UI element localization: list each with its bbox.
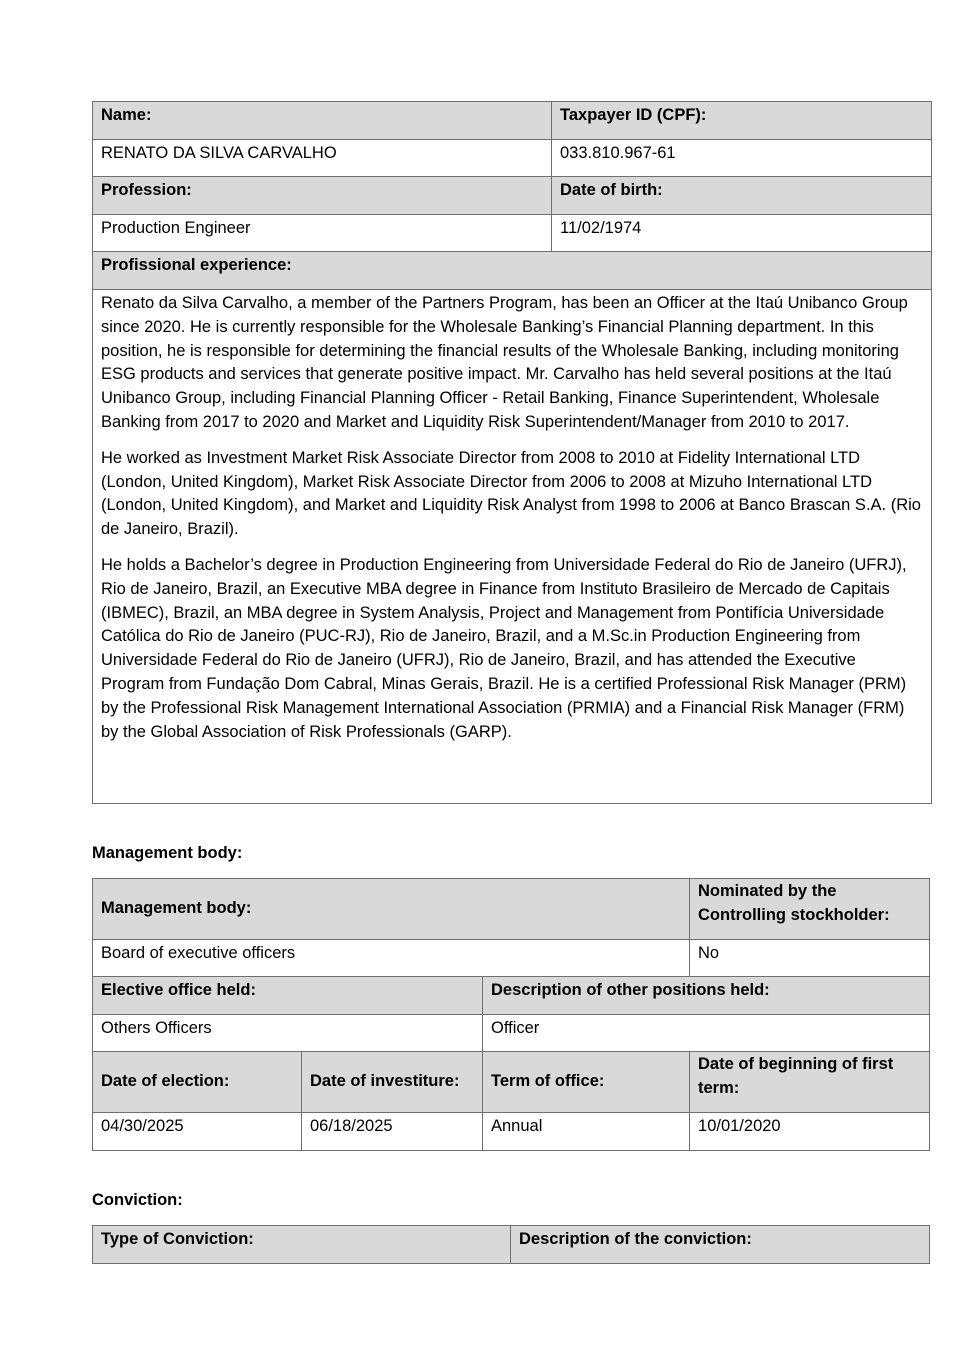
- experience-paragraph-1: Renato da Silva Carvalho, a member of the Partners Program, has been an Officer at the Itaú Unibanco Group since 2020. He is currently responsible for the Wholesale Banking’s Financial Planning department. In this position, he is responsible for determining the financial results of the Wholesale Banking, including monitoring ESG products and services that generate positive impact. Mr. Carvalho has held several positions at the Itaú Unibanco Group, including Financial Planning Officer - Retail Banking, Finance Superintendent, Wholesale Banking from 2017 to 2020 and Market and Liquidity Risk Superintendent/Manager from 2010 to 2017.: [101, 294, 908, 431]
- dob-label: Date of birth:: [552, 177, 932, 215]
- investiture-date-label: Date of investiture:: [302, 1052, 483, 1113]
- dob-value: 11/02/1974: [552, 215, 932, 252]
- investiture-date-value: 06/18/2025: [302, 1113, 483, 1151]
- elective-office-label: Elective office held:: [93, 977, 483, 1015]
- cpf-value: 033.810.967-61: [552, 140, 932, 177]
- experience-label: Profissional experience:: [93, 252, 932, 290]
- management-body-table: [92, 878, 930, 1151]
- elective-office-value: Others Officers: [93, 1015, 483, 1052]
- experience-text: [93, 290, 932, 804]
- management-body-label: Management body:: [93, 879, 690, 940]
- name-value: RENATO DA SILVA CARVALHO: [93, 140, 552, 177]
- nominated-value: No: [690, 940, 930, 977]
- personal-info-table: [92, 101, 932, 804]
- other-positions-value: Officer: [483, 1015, 930, 1052]
- conviction-table: [92, 1225, 930, 1264]
- term-of-office-label: Term of office:: [483, 1052, 690, 1113]
- experience-paragraph-2: He worked as Investment Market Risk Associate Director from 2008 to 2010 at Fidelity International LTD (London, United Kingdom), Market Risk Associate Director from 2006 to 2008 at Mizuho International LTD (London, United Kingdom), and Market and Liquidity Risk Analyst from 1998 to 2006 at Banco Brascan S.A. (Rio de Janeiro, Brazil).: [101, 448, 921, 539]
- nominated-label: Nominated by the Controlling stockholder:: [690, 879, 930, 940]
- management-section-title: Management body:: [92, 844, 243, 862]
- conviction-description-label: Description of the conviction:: [511, 1226, 930, 1264]
- cpf-label: Taxpayer ID (CPF):: [552, 102, 932, 140]
- profession-value: Production Engineer: [93, 215, 552, 252]
- conviction-type-label: Type of Conviction:: [93, 1226, 511, 1264]
- experience-paragraph-3: He holds a Bachelor’s degree in Production Engineering from Universidade Federal do Rio de Janeiro (UFRJ), Rio de Janeiro, Brazil, an Executive MBA degree in Finance from Instituto Brasileiro de Mercado de Capitais (IBMEC), Brazil, an MBA degree in System Analysis, Project and Management from Pontifícia Universidade Católica do Rio de Janeiro (PUC-RJ), Rio de Janeiro, Brazil, and a M.Sc.in Production Engineering from Universidade Federal do Rio de Janeiro (UFRJ), Rio de Janeiro, Brazil, and has attended the Executive Program from Fundação Dom Cabral, Minas Gerais, Brazil. He is a certified Professional Risk Manager (PRM) by the Professional Risk Management International Association (PRMIA) and a Financial Risk Manager (FRM) by the Global Association of Risk Professionals (GARP).: [101, 555, 907, 741]
- first-term-date-value: 10/01/2020: [690, 1113, 930, 1151]
- conviction-section-title: Conviction:: [92, 1191, 183, 1209]
- profession-label: Profession:: [93, 177, 552, 215]
- other-positions-label: Description of other positions held:: [483, 977, 930, 1015]
- election-date-value: 04/30/2025: [93, 1113, 302, 1151]
- name-label: Name:: [93, 102, 552, 140]
- first-term-date-label: Date of beginning of first term:: [690, 1052, 930, 1113]
- management-body-value: Board of executive officers: [93, 940, 690, 977]
- election-date-label: Date of election:: [93, 1052, 302, 1113]
- term-of-office-value: Annual: [483, 1113, 690, 1151]
